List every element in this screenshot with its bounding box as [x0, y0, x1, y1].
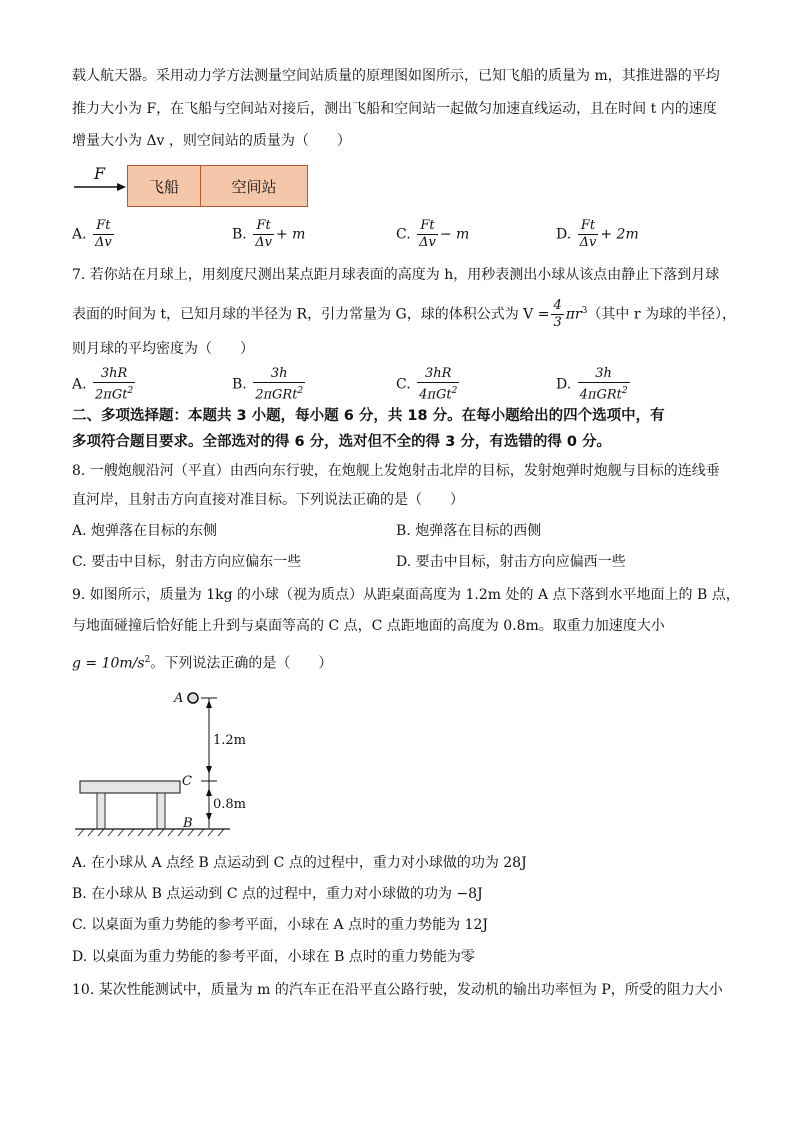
q6-text-line1: 载人航天器。采用动力学方法测量空间站质量的原理图如图所示，已知飞船的质量为 m，其推进器的平均 [72, 68, 720, 84]
fraction: $\frac{3hR}{2\pi Gt^2}$ [95, 366, 134, 403]
fraction: $\frac{Ft}{\Delta v}$ [95, 218, 112, 250]
table-diagram [70, 688, 240, 838]
station-box: 空间站 [200, 165, 308, 207]
point-a-label: A [174, 691, 184, 706]
q7-option-a[interactable]: A. $\frac{3hR}{2\pi Gt^2}$ [72, 366, 134, 403]
q6-option-a[interactable]: A. $\frac{Ft}{\Delta v}$ [72, 218, 112, 250]
fraction: $\frac{3h}{4\pi GRt^2}$ [579, 366, 628, 403]
fraction: $\frac{3hR}{4\pi Gt^2}$ [419, 366, 458, 403]
q8-option-d[interactable]: D. 要击中目标，射击方向应偏西一些 [396, 554, 626, 570]
q7-option-b[interactable]: B. $\frac{3h}{2\pi GRt^2}$ [232, 366, 304, 403]
q6-option-b[interactable]: B. $\frac{Ft}{\Delta v}$ + m [232, 218, 306, 250]
fraction: $\frac{Ft}{\Delta v}$ [255, 218, 272, 250]
ship-box: 飞船 [127, 165, 201, 207]
height-2-label: 0.8m [213, 797, 247, 812]
q8-option-b[interactable]: B. 炮弹落在目标的西侧 [396, 523, 542, 539]
q7-option-d[interactable]: D. $\frac{3h}{4\pi GRt^2}$ [556, 366, 628, 403]
q9-option-d[interactable]: D. 以桌面为重力势能的参考平面，小球在 B 点时的重力势能为零 [72, 949, 475, 965]
ball-icon [188, 693, 198, 703]
fraction: $\frac{Ft}{\Delta v}$ [579, 218, 597, 250]
q6-text-line3: 增量大小为 Δv ，则空间站的质量为（ ） [72, 133, 351, 149]
q6-option-d[interactable]: D. $\frac{Ft}{\Delta v}$ + 2m [556, 218, 639, 250]
q7-text-line2: 表面的时间为 t，已知月球的半径为 R，引力常量为 G，球的体积公式为 V = $\frac{4}{3}$ $\pi r^3$（其中 r 为球的半径）， [72, 298, 736, 330]
q8-text-line1: 8. 一艘炮舰沿河（平直）由西向东行驶，在炮舰上发炮射击北岸的目标，发射炮弹时炮舰与目标的连线垂 [72, 463, 720, 479]
q8-option-a[interactable]: A. 炮弹落在目标的东侧 [72, 523, 218, 539]
fraction: $\frac{3h}{2\pi GRt^2}$ [255, 366, 304, 403]
q7-text-line3: 则月球的平均密度为（ ） [72, 341, 254, 357]
q7-text-line1: 7. 若你站在月球上，用刻度尺测出某点距月球表面的高度为 h，用秒表测出小球从该点由静止下落到月球 [72, 267, 720, 283]
q6-option-c[interactable]: C. $\frac{Ft}{\Delta v}$ − m [396, 218, 470, 250]
force-label: F [94, 164, 106, 183]
q9-option-b[interactable]: B. 在小球从 B 点运动到 C 点的过程中，重力对小球做的功为 −8J [72, 886, 483, 902]
q10-text-line1: 10. 某次性能测试中，质量为 m 的汽车正在沿平直公路行驶，发动机的输出功率恒为 P，所受的阻力大小 [72, 982, 723, 998]
q6-text-line2: 推力大小为 F，在飞船与空间站对接后，测出飞船和空间站一起做匀加速直线运动，且在时间 t 内的速度 [72, 101, 717, 117]
q8-option-c[interactable]: C. 要击中目标，射击方向应偏东一些 [72, 554, 302, 570]
volume-fraction: $\frac{4}{3}$ [553, 298, 562, 330]
section-heading-line2: 多项符合题目要求。全部选对的得 6 分，选对但不全的得 3 分，有选错的得 0 分。 [72, 434, 612, 450]
q9-text-line1: 9. 如图所示，质量为 1kg 的小球（视为质点）从距桌面高度为 1.2m 处的 A 点下落到水平地面上的 B 点， [72, 587, 740, 603]
fraction: $\frac{Ft}{\Delta v}$ [419, 218, 436, 250]
height-1-label: 1.2m [213, 733, 247, 748]
spacecraft-figure [72, 163, 312, 208]
q9-text-line3: $g = 10m/s^2$。下列说法正确的是（ ） [72, 655, 333, 672]
q9-option-a[interactable]: A. 在小球从 A 点经 B 点运动到 C 点的过程中，重力对小球做的功为 28J [72, 855, 527, 871]
q9-text-line2: 与地面碰撞后恰好能上升到与桌面等高的 C 点，C 点距地面的高度为 0.8m。取重力加速度大小 [72, 618, 665, 634]
table-ball-figure [70, 688, 247, 838]
point-c-label: C [182, 774, 192, 789]
section-heading-line1: 二、多项选择题：本题共 3 小题，每小题 6 分，共 18 分。在每小题给出的四个选项中，有 [72, 408, 665, 424]
q7-option-c[interactable]: C. $\frac{3hR}{4\pi Gt^2}$ [396, 366, 458, 403]
point-b-label: B [183, 816, 193, 831]
q8-text-line2: 直河岸，且射击方向直接对准目标。下列说法正确的是（ ） [72, 492, 464, 508]
q9-option-c[interactable]: C. 以桌面为重力势能的参考平面，小球在 A 点时的重力势能为 12J [72, 917, 488, 933]
